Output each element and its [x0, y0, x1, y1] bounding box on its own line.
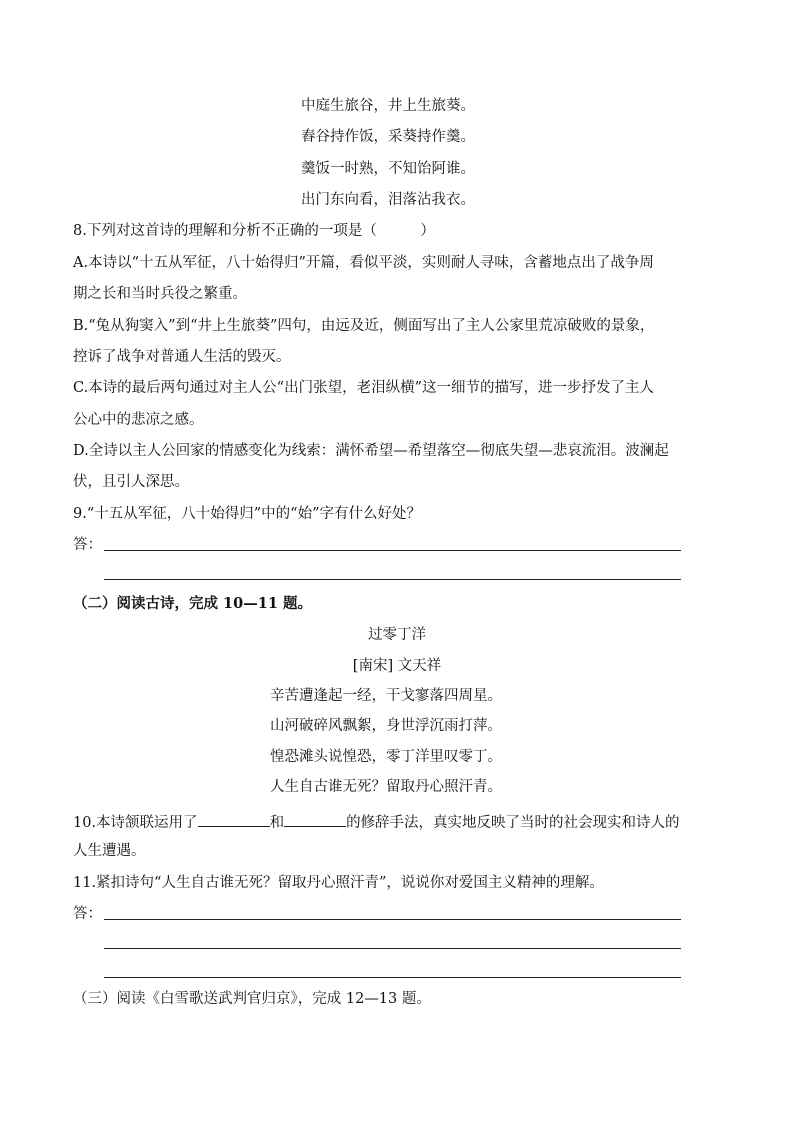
question-9-answer-line-1[interactable]	[104, 550, 681, 551]
poem2-line-2: 山河破碎风飘絮，身世浮沉雨打萍。	[270, 718, 502, 734]
poem1-line-3: 羹饭一时熟，不知饴阿谁。	[301, 161, 475, 177]
question-8-option-d-line1: D.全诗以主人公回家的情感变化为线索：满怀希望—希望落空—彻底失望—悲哀流泪。波澜起	[73, 443, 669, 459]
poem1-line-4: 出门东向看，泪落沾我衣。	[301, 192, 475, 208]
question-8-option-c-line2: 公心中的悲凉之感。	[73, 412, 204, 428]
poem1-line-1: 中庭生旅谷，井上生旅葵。	[301, 98, 475, 114]
question-8-option-d-line2: 伏，且引人深思。	[73, 474, 189, 490]
question-8-stem: 8.下列对这首诗的理解和分析不正确的一项是（ ）	[73, 223, 435, 239]
question-11-stem: 11.紧扣诗句“人生自古谁无死？留取丹心照汗青”，说说你对爱国主义精神的理解。	[73, 875, 604, 891]
question-10-text-part2: 和	[269, 815, 285, 831]
poem2-line-1: 辛苦遭逢起一经，干戈寥落四周星。	[270, 688, 502, 704]
question-8-option-b-line1: B.“兔从狗窦入”到“井上生旅葵”四句，由远及近，侧面写出了主人公家里荒凉破败的景象，	[73, 318, 655, 334]
question-8-option-b-line2: 控诉了战争对普通人生活的毁灭。	[73, 349, 291, 365]
poem2-line-4: 人生自古谁无死？留取丹心照汗青。	[270, 779, 502, 795]
question-10-blank-1[interactable]	[198, 810, 270, 827]
question-9-answer-line-2[interactable]	[104, 579, 681, 580]
question-8-option-a-line2: 期之长和当时兵役之繁重。	[73, 286, 247, 302]
question-10-blank-2[interactable]	[284, 810, 346, 827]
poem2-title: 过零丁洋	[368, 627, 426, 643]
question-11-answer-label: 答：	[73, 906, 102, 922]
poem1-line-2: 舂谷持作饭，采葵持作羹。	[301, 129, 475, 145]
section-3-heading: （三）阅读《白雪歌送武判官归京》，完成 12—13 题。	[73, 991, 431, 1007]
question-9-stem: 9.“十五从军征，八十始得归”中的“始”字有什么好处？	[73, 506, 421, 522]
section-2-heading: （二）阅读古诗，完成 10—11 题。	[73, 595, 312, 612]
question-11-answer-line-1[interactable]	[104, 919, 681, 920]
question-10-line2: 人生遭遇。	[73, 843, 146, 859]
question-10-text-part1: 10.本诗颔联运用了	[73, 815, 198, 831]
question-8-option-c-line1: C.本诗的最后两句通过对主人公“出门张望，老泪纵横”这一细节的描写，进一步抒发了主人	[73, 380, 655, 396]
question-9-answer-label: 答：	[73, 537, 102, 553]
question-11-answer-line-3[interactable]	[104, 977, 681, 978]
question-10-text-part3: 的修辞手法，真实地反映了当时的社会现实和诗人的	[346, 815, 680, 831]
poem2-author: [南宋] 文天祥	[352, 658, 442, 674]
poem2-line-3: 惶恐滩头说惶恐，零丁洋里叹零丁。	[270, 749, 502, 765]
question-8-option-a-line1: A.本诗以“十五从军征，八十始得归”开篇，看似平淡，实则耐人寻味，含蓄地点出了战争周	[73, 255, 654, 271]
question-10-line1	[73, 810, 680, 833]
question-11-answer-line-2[interactable]	[104, 948, 681, 949]
